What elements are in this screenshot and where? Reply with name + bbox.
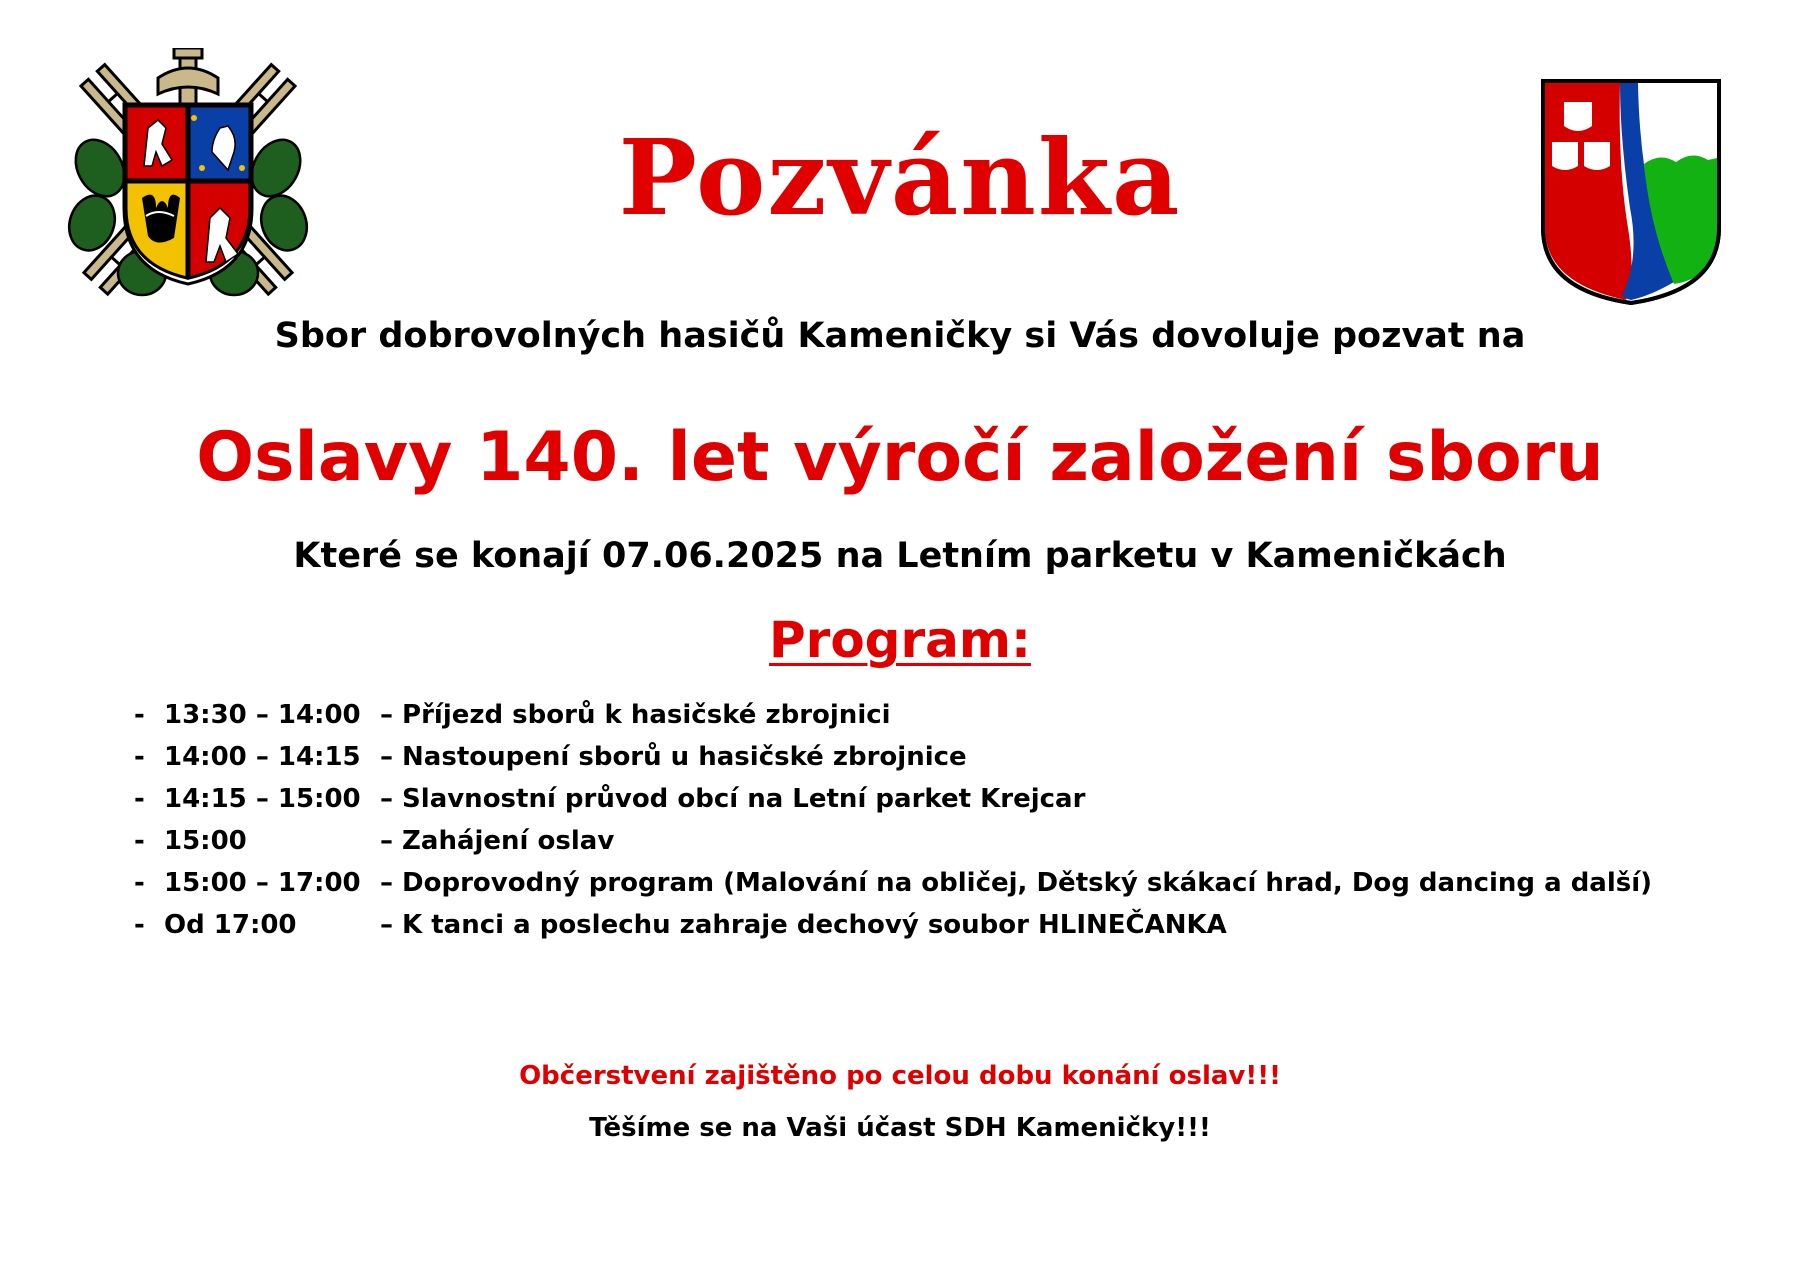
- invitation-intro: Sbor dobrovolných hasičů Kameničky si Vás dovoluje pozvat na: [274, 316, 1526, 356]
- schedule-item: [134, 694, 1652, 736]
- schedule-time: 15:00: [164, 826, 247, 856]
- schedule-time: 13:30 – 14:00: [164, 700, 361, 730]
- schedule-time: 15:00 – 17:00: [164, 868, 361, 898]
- program-heading: [0, 610, 1800, 670]
- bullet-dash: -: [134, 784, 145, 814]
- schedule-description: – Zahájení oslav: [380, 826, 615, 856]
- bullet-dash: -: [134, 868, 145, 898]
- schedule-description: – K tanci a poslechu zahraje dechový soubor HLINEČANKA: [380, 910, 1227, 940]
- program-schedule: [134, 694, 1652, 946]
- schedule-description: – Příjezd sborů k hasičské zbrojnici: [380, 700, 891, 730]
- schedule-time: 14:15 – 15:00: [164, 784, 361, 814]
- schedule-description: – Doprovodný program (Malování na obličej, Dětský skákací hrad, Dog dancing a další): [380, 868, 1653, 898]
- bullet-dash: -: [134, 826, 145, 856]
- bullet-dash: -: [134, 742, 145, 772]
- schedule-time: Od 17:00: [164, 910, 297, 940]
- bullet-dash: -: [134, 700, 145, 730]
- closing-note: Těšíme se na Vaši účast SDH Kameničky!!!: [589, 1113, 1211, 1143]
- schedule-item: [134, 736, 1652, 778]
- page-title: Pozvánka: [618, 116, 1182, 239]
- refreshments-note: Občerstvení zajištěno po celou dobu konání oslav!!!: [519, 1061, 1281, 1091]
- schedule-item: [134, 820, 1652, 862]
- schedule-time: 14:00 – 14:15: [164, 742, 361, 772]
- program-heading-text: Program:: [769, 611, 1031, 669]
- schedule-description: – Nastoupení sborů u hasičské zbrojnice: [380, 742, 967, 772]
- schedule-description: – Slavnostní průvod obcí na Letní parket Krejcar: [380, 784, 1086, 814]
- event-details: Které se konají 07.06.2025 na Letním parketu v Kameničkách: [293, 536, 1507, 576]
- schedule-item: [134, 904, 1652, 946]
- schedule-item: [134, 862, 1652, 904]
- bullet-dash: -: [134, 910, 145, 940]
- schedule-item: [134, 778, 1652, 820]
- event-title: Oslavy 140. let výročí založení sboru: [196, 418, 1604, 497]
